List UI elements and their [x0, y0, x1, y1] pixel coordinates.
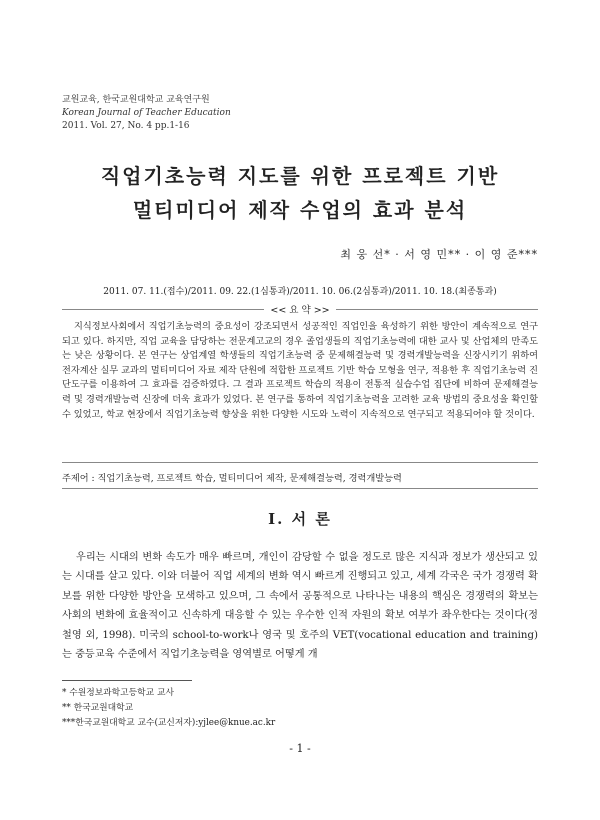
footnote-2: ** 한국교원대학교 — [62, 703, 134, 713]
section-title: Ⅰ. 서 론 — [268, 510, 332, 528]
abstract-bottom-rule — [62, 462, 538, 463]
abstract-label — [0, 302, 600, 316]
journal-name-korean: 교원교육, 한국교원대학교 교육연구원 — [62, 95, 210, 105]
abstract-label-text: << 요 약 >> — [264, 305, 335, 316]
paper-title-line-1: 직업기초능력 지도를 위한 프로젝트 기반 — [100, 164, 500, 188]
authors: 최 웅 선* · 서 영 민** · 이 영 준*** — [340, 248, 538, 261]
page-number: - 1 - — [289, 742, 311, 755]
keywords: 주제어 : 직업기초능력, 프로젝트 학습, 멀티미디어 제작, 문제해결능력, 경력개발능력 — [62, 473, 402, 484]
abstract-text: 지식정보사회에서 직업기초능력의 중요성이 강조되면서 성공적인 직업인을 육성하기 위한 방안이 계속적으로 연구되고 있다. 하지만, 직업 교육을 담당하는 전문계고교의 경우 졸업생들의 직업기초능력에 대한 교사 및 산업체의 만족도는 낮은 상황이다. 본 연구는 상업계열 학생들의 직업기초능력 중 문제해결능력 및 경력개발능력을 신장시키기 위하여 전자계산 실무 교과의 멀티미디어 자료 제작 단원에 적합한 프로젝트 기반 학습 모형을 연구, 적용한 후 직업기초능력 진단도구를 이용하여 그 효과를 검증하였다. 그 결과 프로젝트 학습의 적용이 전통적 실습수업 집단에 비하여 문제해결능력 및 경력개발능력 신장에 더욱 효과가 있었다. 본 연구를 통하여 직업기초능력을 고려한 교육 방법의 중요성을 확인할 수 있었고, 학교 현장에서 직업기초능력 향상을 위한 다양한 시도와 노력이 지속적으로 연구되고 적용되어야 할 것이다. — [62, 321, 538, 420]
footnote-rule — [62, 680, 192, 681]
paper-title-line-2: 멀티미디어 제작 수업의 효과 분석 — [132, 198, 468, 222]
keywords-rule — [62, 488, 538, 489]
review-dates: 2011. 07. 11.(접수)/2011. 09. 22.(1심통과)/2011. 10. 06.(2심통과)/2011. 10. 18.(최종통과) — [103, 287, 497, 297]
footnotes — [62, 686, 275, 731]
body-text: 우리는 시대의 변화 속도가 매우 빠르며, 개인이 감당할 수 없을 정도로 많은 지식과 정보가 생산되고 있는 시대를 살고 있다. 이와 더불어 직업 세계의 변화 역시 빠르게 진행되고 있고, 세계 각국은 국가 경쟁력 확보를 위한 다양한 방안을 모색하고 있으며, 그 속에서 공통적으로 나타나는 내용의 핵심은 경쟁력의 확보는 사회의 변화에 효율적이고 신속하게 대응할 수 있는 우수한 인적 자원의 확보 여부가 좌우한다는 것이다(정철영 외, 1998). 미국의 school-to-work나 영국 및 호주의 VET(vocational education and training)는 중등교육 수준에서 직업기초능력을 영역별로 어떻게 개 — [62, 552, 538, 661]
journal-info — [62, 94, 231, 133]
journal-name-english: Korean Journal of Teacher Education — [62, 108, 231, 118]
footnote-3: ***한국교원대학교 교수(교신저자):yjlee@knue.ac.kr — [62, 718, 276, 728]
journal-volume: 2011. Vol. 27, No. 4 pp.1-16 — [62, 121, 190, 131]
footnote-1: * 수원정보과학고등학교 교사 — [62, 688, 174, 698]
